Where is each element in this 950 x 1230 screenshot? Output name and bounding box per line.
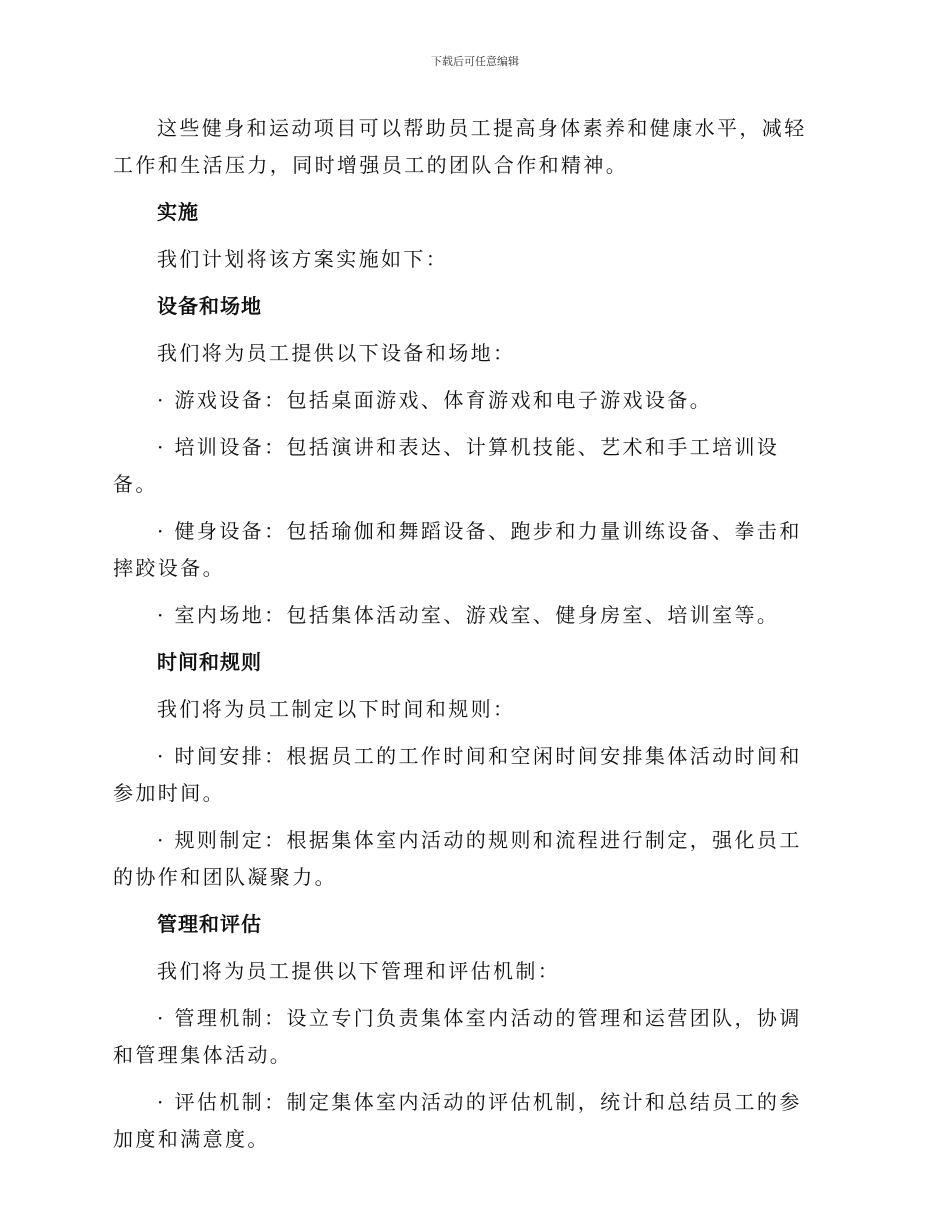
bullet-game-equipment: · 游戏设备：包括桌面游戏、体育游戏和电子游戏设备。 [157,388,713,412]
bullet-management-mechanism: · 管理机制：设立专门负责集体室内活动的管理和运营团队，协调和管理集体活动。 [113,1006,802,1067]
page-header-note: 下载后可任意编辑 [431,55,519,68]
bullet-time-arrangement: · 时间安排：根据员工的工作时间和空闲时间安排集体活动时间和参加时间。 [113,744,802,805]
heading-implementation: 实施 [157,200,199,224]
bullet-rule-setting: · 规则制定：根据集体室内活动的规则和流程进行制定，强化员工的协作和团队凝聚力。 [113,828,802,889]
bullet-evaluation-mechanism: · 评估机制：制定集体室内活动的评估机制，统计和总结员工的参加度和满意度。 [113,1090,802,1151]
paragraph-equipment-intro: 我们将为员工提供以下设备和场地： [157,341,516,365]
paragraph-fitness-benefits: 这些健身和运动项目可以帮助员工提高身体素养和健康水平，减轻工作和生活压力，同时增强员工的团队合作和精神。 [113,116,807,177]
document-body [113,110,823,1158]
bullet-training-equipment: · 培训设备：包括演讲和表达、计算机技能、艺术和手工培训设备。 [113,435,780,496]
bullet-indoor-venue: · 室内场地：包括集体活动室、游戏室、健身房室、培训室等。 [157,603,780,627]
heading-management-evaluation: 管理和评估 [157,912,262,936]
paragraph-implementation-intro: 我们计划将该方案实施如下： [157,247,449,271]
bullet-fitness-equipment: · 健身设备：包括瑜伽和舞蹈设备、跑步和力量训练设备、拳击和摔跤设备。 [113,519,802,580]
paragraph-management-intro: 我们将为员工提供以下管理和评估机制： [157,959,561,983]
heading-equipment-venue: 设备和场地 [157,294,262,318]
heading-time-rules: 时间和规则 [157,650,262,674]
paragraph-time-rules-intro: 我们将为员工制定以下时间和规则： [157,697,516,721]
